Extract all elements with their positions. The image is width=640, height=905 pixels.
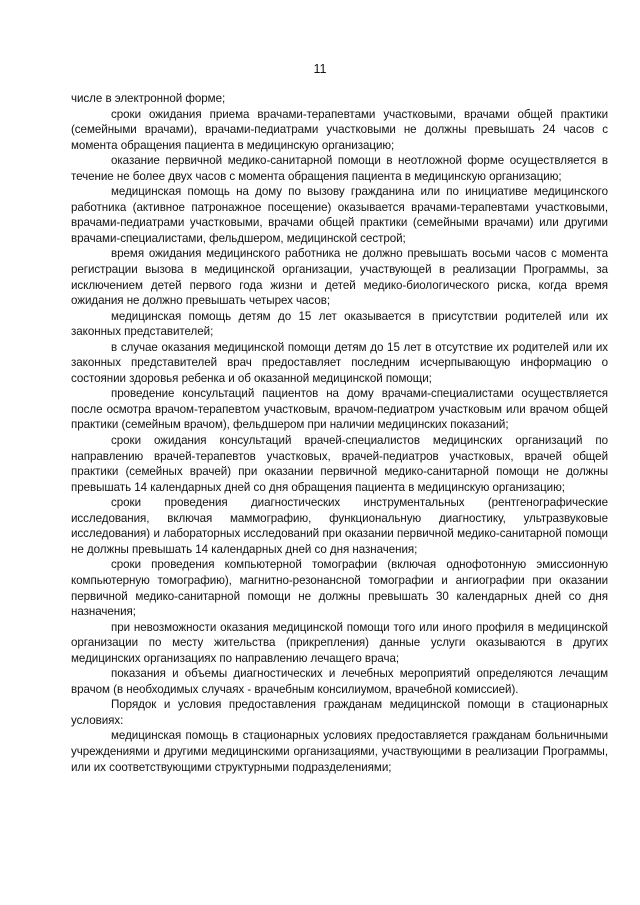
document-body (71, 91, 608, 775)
page-number: 11 (313, 62, 327, 76)
paragraph: при невозможности оказания медицинской помощи того или иного профиля в медицинской организации по месту жительства (прикрепления) данные услуги оказываются в других медицинских организациях по направлению лечащего врача; (71, 620, 608, 665)
paragraph: сроки проведения диагностических инструментальных (рентгенографические исследования, включая маммографию, функциональную диагностику, ультразвуковые исследования) и лабораторных исследований при оказании первичной медико-санитарной помощи не должны превышать 14 календарных дней со дня назначения; (71, 496, 608, 556)
paragraph: медицинская помощь детям до 15 лет оказывается в присутствии родителей или их законных представителей; (71, 309, 608, 339)
paragraph: сроки ожидания приема врачами-терапевтами участковыми, врачами общей практики (семейными врачами), врачами-педиатрами участковыми не должны превышать 24 часов с момента обращения пациента в медицинскую организацию; (71, 107, 608, 152)
paragraph: сроки ожидания консультаций врачей-специалистов медицинских организаций по направлению врачей-терапевтов участковых, врачей-педиатров участковых, врачей общей практики (семейных врачей) при оказании первичной медико-санитарной помощи не должны превышать 14 календарных дней со дня обращения пациента в медицинскую организацию; (71, 434, 608, 494)
paragraph: проведение консультаций пациентов на дому врачами-специалистами осуществляется после осмотра врачом-терапевтом участковым, врачом-педиатром участковым или врачом общей практики (семейным врачом), фельдшером при наличии медицинских показаний; (71, 387, 608, 432)
paragraph: в случае оказания медицинской помощи детям до 15 лет в отсутствие их родителей или их законных представителей врач предоставляет последним исчерпывающую информацию о состоянии здоровья ребенка и об оказанной медицинской помощи; (71, 340, 608, 385)
paragraph: оказание первичной медико-санитарной помощи в неотложной форме осуществляется в течение не более двух часов с момента обращения пациента в медицинскую организацию; (71, 154, 608, 183)
paragraph: время ожидания медицинского работника не должно превышать восьми часов с момента регистрации вызова в медицинской организации, участвующей в реализации Программы, за исключением детей первого года жизни и детей медико-биологического риска, когда время ожидания не должно превышать четырех часов; (71, 247, 608, 308)
paragraph: медицинская помощь на дому по вызову гражданина или по инициативе медицинского работника (активное патронажное посещение) оказывается врачами-терапевтами участковыми, врачами-педиатрами участковыми, врачами общей практики (семейными врачами) или другими врачами-специалистами, фельдшером, медицинской сестрой; (71, 185, 608, 245)
paragraph: сроки проведения компьютерной томографии (включая однофотонную эмиссионную компьютерную томографию), магнитно-резонансной томографии и ангиографии при оказании первичной медико-санитарной помощи не должны превышать 30 календарных дней со дня назначения; (71, 558, 608, 619)
paragraph: числе в электронной форме; (71, 92, 226, 105)
paragraph: показания и объемы диагностических и лечебных мероприятий определяются лечащим врачом (в необходимых случаях - врачебным консилиумом, врачебной комиссией). (71, 667, 608, 696)
section-heading-paragraph: Порядок и условия предоставления гражданам медицинской помощи в стационарных условиях: (71, 698, 608, 727)
paragraph: медицинская помощь в стационарных условиях предоставляется гражданам больничными учреждениями и другими медицинскими организациями, участвующими в реализации Программы, или их соответствующими структурными подразделениями; (71, 729, 608, 774)
